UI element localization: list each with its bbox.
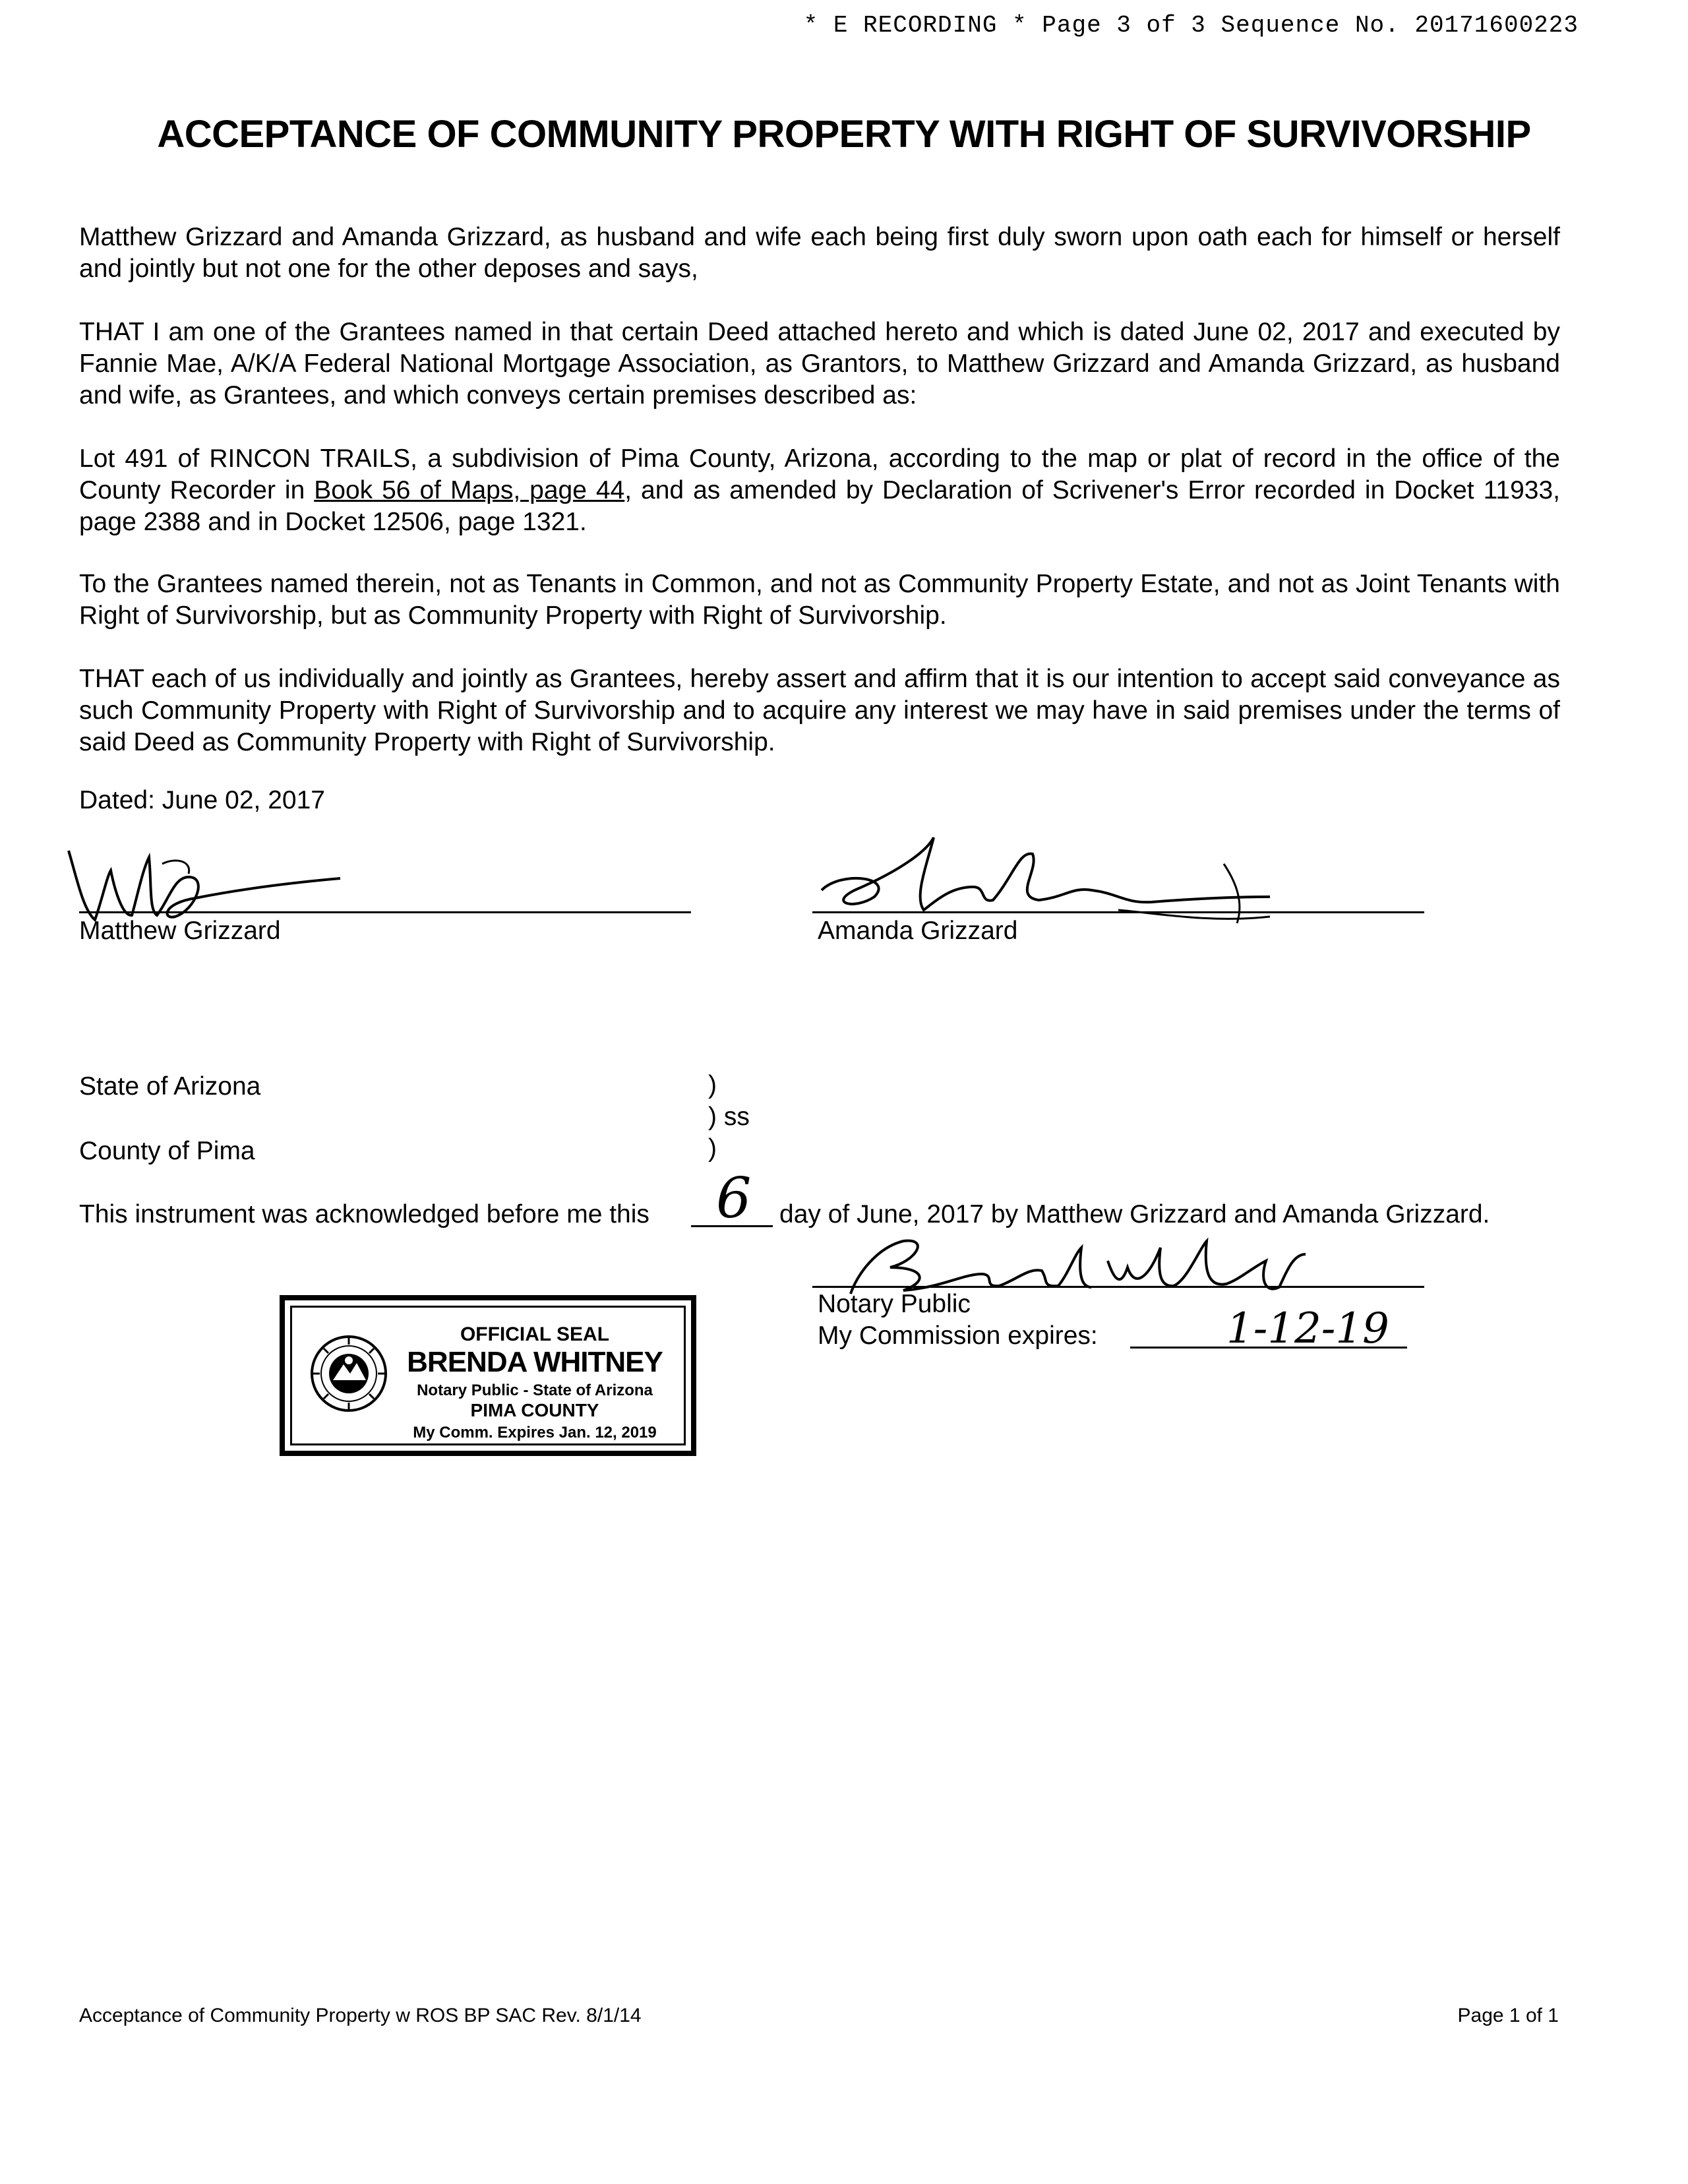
seal-county: PIMA COUNTY (470, 1400, 599, 1420)
arizona-state-seal-icon (309, 1334, 388, 1413)
intro-paragraph: Matthew Grizzard and Amanda Grizzard, as husband and wife each being first duly sworn upon oath each for himself or herself and jointly but not one for the other deposes and says, (79, 223, 1560, 283)
venue-paren-1: ) (708, 1071, 717, 1099)
grantees-paragraph: THAT I am one of the Grantees named in that certain Deed attached hereto and which is dated June 02, 2017 and executed by Fannie Mae, A/K/A Federal National Mortgage Association, as Grantors, to Matthew Grizzard and Amanda Grizzard, as husband and wife, as Grantees, and which conveys certain premises described as: (79, 318, 1560, 410)
legal-description-tail: , and as amended by Declaration of Scrivener's Error recorded in Docket 11933, page 2388 and in Docket 12506, page 1321. (79, 476, 1560, 536)
grantee-1-signature-line (79, 911, 691, 913)
acknowledgment-text-tail: day of June, 2017 by Matthew Grizzard and Amanda Grizzard. (779, 1200, 1490, 1228)
page-number: Page 1 of 1 (1457, 2005, 1559, 2026)
recording-header: * E RECORDING * Page 3 of 3 Sequence No. 20171600223 (803, 12, 1579, 39)
venue-paren-3: ) (708, 1134, 717, 1163)
tenancy-paragraph: To the Grantees named therein, not as Tenants in Common, and not as Community Property Estate, and not as Joint Tenants with Right of Survivorship, but as Community Property with Right of Survivorship. (79, 570, 1560, 630)
plat-book-reference: Book 56 of Maps, page 44 (314, 476, 625, 504)
seal-notary-name: BRENDA WHITNEY (407, 1346, 663, 1378)
legal-description-paragraph (79, 443, 1560, 538)
state-label: State of Arizona (79, 1072, 261, 1101)
venue-ss: ) ss (708, 1103, 750, 1131)
commission-date: 1-12-19 (1226, 1304, 1389, 1353)
notary-title: Notary Public (818, 1290, 971, 1318)
form-identifier: Acceptance of Community Property w ROS BP SAC Rev. 8/1/14 (79, 2005, 642, 2026)
notary-signature-line (812, 1286, 1424, 1288)
notary-seal (280, 1295, 696, 1456)
grantee-2-signature-line (812, 911, 1424, 913)
commission-label: My Commission expires: (818, 1321, 1098, 1350)
county-label: County of Pima (79, 1137, 255, 1165)
document-title: ACCEPTANCE OF COMMUNITY PROPERTY WITH RIGHT OF SURVIVORSHIP (157, 113, 1531, 156)
notary-seal-inner-border (290, 1306, 686, 1445)
grantee-1-name: Matthew Grizzard (79, 917, 281, 945)
grantee-2-name: Amanda Grizzard (818, 917, 1018, 945)
seal-heading: OFFICIAL SEAL (460, 1323, 610, 1345)
seal-expiration: My Comm. Expires Jan. 12, 2019 (413, 1424, 657, 1441)
affirmation-paragraph: THAT each of us individually and jointly as Grantees, hereby assert and affirm that it is our intention to accept said conveyance as such Community Property with Right of Survivorship and to acquire any interest we may have in said premises under the terms of said Deed as Community Property with Right of Survivorship. (79, 665, 1560, 756)
seal-jurisdiction: Notary Public - State of Arizona (417, 1381, 653, 1399)
acknowledgment-day: 6 (716, 1166, 752, 1230)
acknowledgment-text: This instrument was acknowledged before me this (79, 1200, 649, 1228)
dated-line: Dated: June 02, 2017 (79, 786, 325, 814)
legal-description-text: Lot 491 of RINCON TRAILS, a subdivision of Pima County, Arizona, according to the map or plat of record in the office of the County Recorder in (79, 444, 1560, 504)
